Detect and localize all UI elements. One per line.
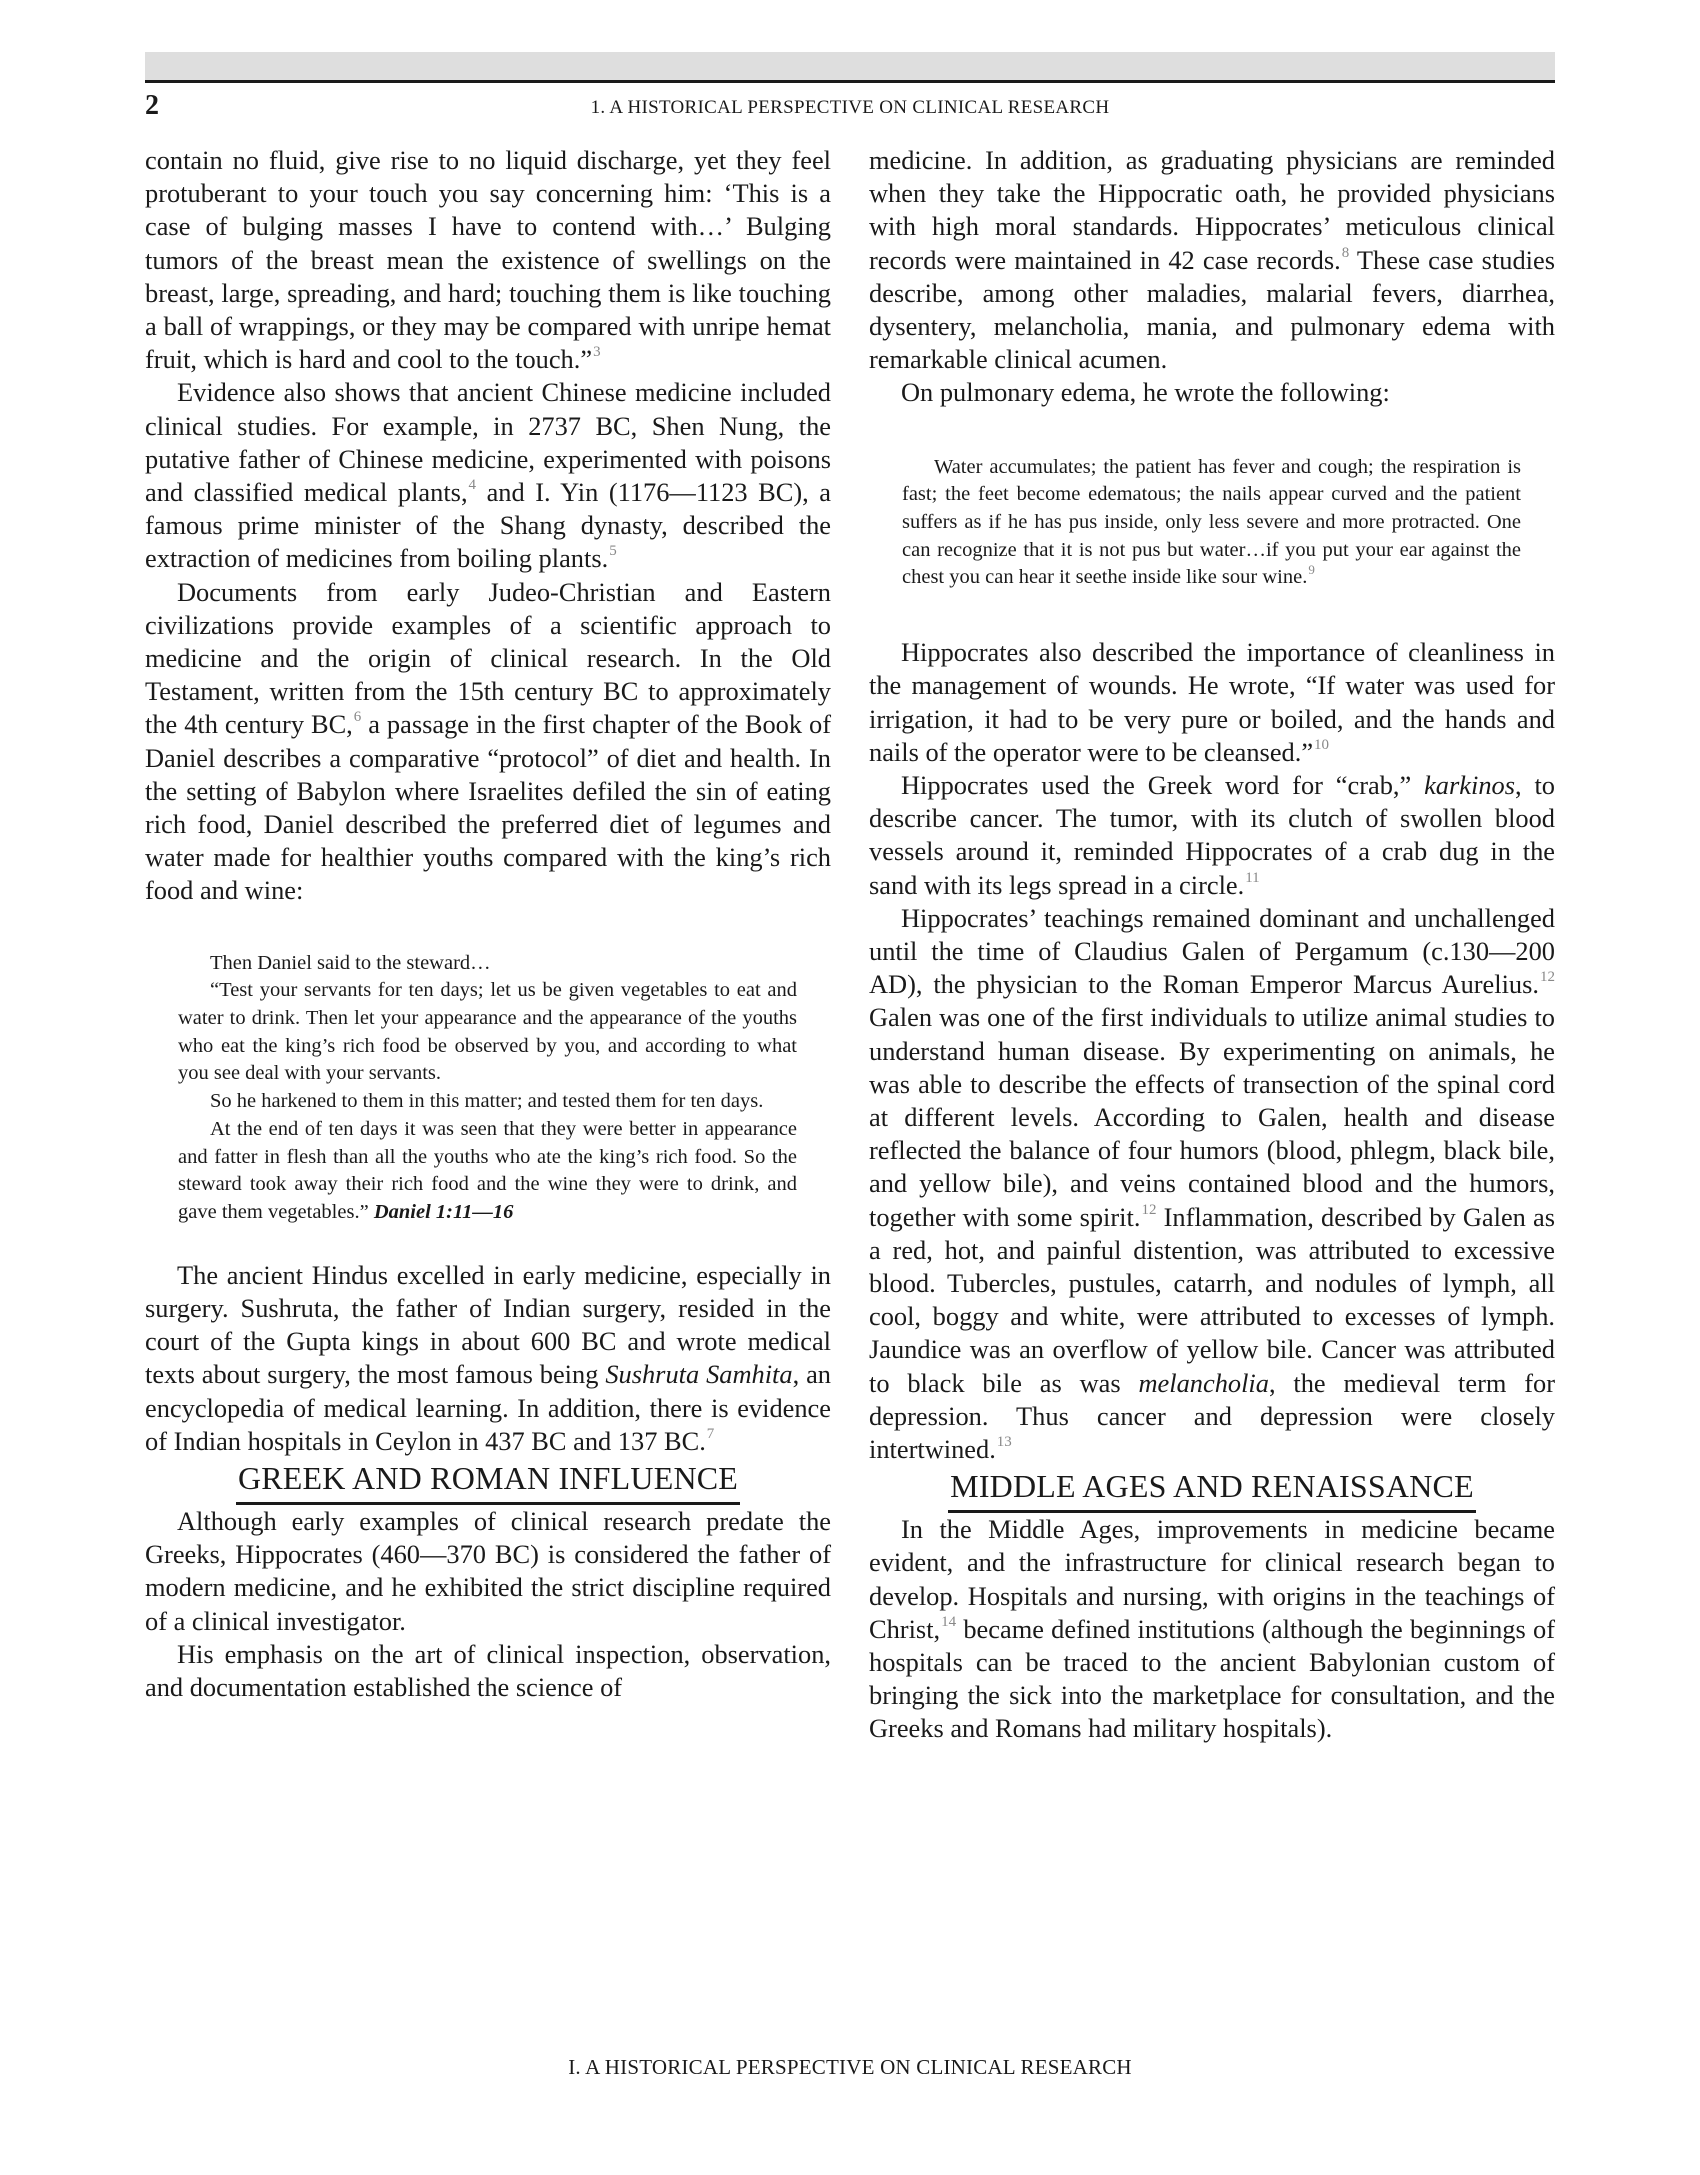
header-bar (145, 52, 1555, 80)
paragraph: On pulmonary edema, he wrote the following: (901, 377, 1390, 408)
greek-word: karkinos (1424, 769, 1515, 800)
paragraph: Hippocrates used the Greek word for “crab,” karkinos, to describe cancer. The tumor, with its clutch of swollen blood vessels around it, reminded Hippocrates of a crab dug in the sand with its legs spread in a circle.$^{11}$ (869, 769, 1555, 900)
footnote-ref[interactable]: 14 (941, 1613, 957, 1630)
footnote-ref[interactable]: 12 (1141, 1201, 1157, 1218)
paragraph: In the Middle Ages, improvements in medicine became evident, and the infrastructure for clinical research began to develop. Hospitals and nursing, with origins in the teachings of Christ,$^{14}$ became defined institutions (although the beginnings of hospitals can be traced to the ancient Babylonian custom of bringing the sick into the marketplace for consultation, and the Greeks and Romans had military hospitals). (869, 1514, 1555, 1744)
footnote-ref[interactable]: 7 (706, 1425, 715, 1442)
quote-line: Water accumulates; the patient has fever and cough; the respiration is fast; the feet become edematous; the nails appear curved and the patient suffers as if he has pus inside, only less severe and more protracted. One can recognize that it is not pus but water…if you put your ear against the chest you can hear it seethe inside like sour wine.$^9$ (902, 455, 1521, 589)
section-heading-greek-roman: GREEK AND ROMAN INFLUENCE (145, 1458, 831, 1505)
paragraph: Documents from early Judeo-Christian and Eastern civilizations provide examples of a scientific approach to medicine and the origin of clinical research. In the Old Testament, written from the 15th century BC to approximately the 4th century BC,$^6$ a passage in the first chapter of the Book of Daniel describes a comparative “protocol” of diet and health. In the setting of Babylon where Israelites defiled the sin of eating rich food, Daniel described the preferred diet of legumes and water made for healthier youths compared with the king’s rich food and wine: (145, 576, 831, 906)
footnote-ref[interactable]: 11 (1245, 869, 1260, 886)
paragraph: Although early examples of clinical research predate the Greeks, Hippocrates (460—370 BC) is considered the father of modern medicine, and he exhibited the strict discipline required of a clinical investigator. (145, 1505, 831, 1636)
header-rule (145, 80, 1555, 83)
quote-line: At the end of ten days it was seen that they were better in appearance and fatter in flesh than all the youths who ate the king’s rich food. So the steward took away their rich food and the wine they were to drink, and gave them vegetables.” Daniel 1:11—16 (178, 1117, 797, 1223)
medieval-term: melancholia (1138, 1367, 1269, 1398)
paragraph: contain no fluid, give rise to no liquid discharge, yet they feel protuberant to your touch you say concerning him: ‘This is a case of bulging masses I have to contend with…’ Bulging tumors of the breast mean the existence of swellings on the breast, large, spreading, and hard; touching them is like touching a ball of wrappings, or they may be compared with unripe hemat fruit, which is hard and cool to the touch.”$^3$ (145, 145, 831, 375)
paragraph: The ancient Hindus excelled in early medicine, especially in surgery. Sushruta, the father of Indian surgery, resided in the court of the Gupta kings in about 600 BC and wrote medical texts about surgery, the most famous being Sushruta Samhita, an encyclopedia of medical learning. In addition, there is evidence of Indian hospitals in Ceylon in 437 BC and 137 BC.$^7$ (145, 1259, 831, 1456)
footnote-ref[interactable]: 13 (996, 1434, 1012, 1451)
footnote-ref[interactable]: 4 (468, 477, 477, 494)
paragraph: Hippocrates’ teachings remained dominant and unchallenged until the time of Claudius Galen of Pergamum (c.130—200 AD), the physician to the Roman Emperor Marcus Aurelius.$^{12}$ Galen was one of the first individuals to utilize animal studies to understand human disease. By experimenting on animals, he was able to describe the effects of transection of the spinal cord at different levels. According to Galen, health and disease reflected the balance of four humors (blood, phlegm, black bile, and yellow bile), and veins contained blood and the humors, together with some spirit.$^{12}$ Inflammation, described by Galen as a red, hot, and painful distention, was attributed to excessive blood. Tubercles, pustules, catarrh, and nodules of lymph, all cool, boggy and white, were attributed to excesses of lymph. Jaundice was an overflow of yellow bile. Cancer was attributed to black bile as was melancholia, the medieval term for depression. Thus cancer and depression were closely intertwined.$^{13}$ (869, 902, 1556, 1465)
right-column (869, 144, 1555, 1746)
footnote-ref[interactable]: 8 (1341, 244, 1350, 261)
page-number: 2 (145, 90, 159, 121)
paragraph: Evidence also shows that ancient Chinese medicine included clinical studies. For example, in 2737 BC, Shen Nung, the putative father of Chinese medicine, experimented with poisons and classified medical plants,$^4$ and I. Yin (1176—1123 BC), a famous prime minister of the Shang dynasty, described the extraction of medicines from boiling plants.$^5$ (145, 377, 831, 574)
footnote-ref[interactable]: 6 (353, 709, 362, 726)
block-quote-hippocrates (902, 454, 1521, 593)
paragraph: medicine. In addition, as graduating physicians are reminded when they take the Hippocratic oath, he provided physicians with high moral standards. Hippocrates’ meticulous clinical records were maintained in 42 case records.$^8$ These case studies describe, among other maladies, malarial fevers, diarrhea, dysentery, melancholia, mania, and pulmonary edema with remarkable clinical acumen. (869, 145, 1555, 375)
footnote-ref[interactable]: 5 (609, 543, 617, 560)
quote-line: So he harkened to them in this matter; and tested them for ten days. (210, 1090, 764, 1113)
footnote-ref[interactable]: 10 (1314, 736, 1330, 753)
book-title: Sushruta Samhita (605, 1359, 793, 1390)
footnote-ref[interactable]: 9 (1308, 562, 1315, 578)
footnote-ref[interactable]: 3 (593, 344, 601, 361)
left-column (145, 144, 831, 1704)
quote-line: “Test your servants for ten days; let us be given vegetables to eat and water to drink. Then let your appearance and the appearance of the youths who eat the king’s rich food be observed by you, and according to what you see deal with your servants. (178, 979, 797, 1085)
quote-line: Then Daniel said to the steward… (210, 951, 491, 974)
section-heading-middle-ages: MIDDLE AGES AND RENAISSANCE (869, 1466, 1555, 1513)
running-head: 1. A HISTORICAL PERSPECTIVE ON CLINICAL RESEARCH (590, 97, 1110, 118)
block-quote-daniel (178, 950, 797, 1227)
paragraph: His emphasis on the art of clinical inspection, observation, and documentation established the science of (145, 1638, 831, 1702)
running-footer: I. A HISTORICAL PERSPECTIVE ON CLINICAL RESEARCH (568, 2055, 1132, 2079)
paragraph: Hippocrates also described the importance of cleanliness in the management of wounds. He wrote, “If water was used for irrigation, it had to be very pure or boiled, and the hands and nails of the operator were to be cleansed.”$^{10}$ (869, 637, 1555, 767)
quote-citation: Daniel 1:11—16 (373, 1201, 514, 1223)
footnote-ref[interactable]: 12 (1540, 969, 1555, 986)
